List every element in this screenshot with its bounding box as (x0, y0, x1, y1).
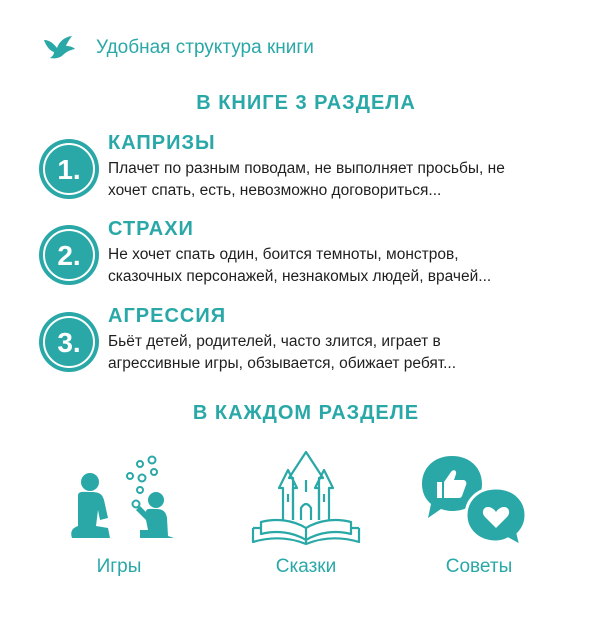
features-heading: В КАЖДОМ РАЗДЕЛЕ (192, 402, 420, 424)
number-badge-text: 1. (57, 154, 81, 185)
header-title: Удобная структура книги (96, 37, 314, 58)
sections-heading: В КНИГЕ 3 РАЗДЕЛА (196, 92, 416, 114)
number-badge (38, 224, 100, 286)
number-badge-text: 2. (57, 240, 81, 271)
section-title: СТРАХИ (108, 218, 194, 240)
section-description-line: хочет спать, есть, невозможно договориться... (108, 182, 442, 199)
section-description-line: сказочных персонажей, незнакомых людей, врачей... (108, 268, 492, 285)
feature-advice (404, 448, 554, 588)
fairytale-book-castle-icon (231, 448, 381, 548)
section-description-line: Не хочет спать один, боится темноты, монстров, (108, 246, 459, 263)
section-description (108, 331, 578, 375)
section-description-line: Бьёт детей, родителей, часто злится, играет в (108, 333, 441, 350)
number-badge (38, 311, 100, 373)
number-badge-text: 3. (57, 327, 81, 358)
section-description (108, 158, 578, 202)
section-title: КАПРИЗЫ (108, 132, 216, 154)
section-description-line: агрессивные игры, обзывается, обижает ребят... (108, 355, 457, 372)
advice-chat-bubbles-icon (404, 448, 554, 548)
feature-label: Сказки (275, 556, 337, 577)
section-title: АГРЕССИЯ (108, 305, 227, 327)
section-2 (38, 218, 578, 308)
section-1 (38, 132, 578, 222)
section-3 (38, 305, 578, 395)
feature-fairytales (231, 448, 381, 588)
number-badge (38, 138, 100, 200)
feature-label: Игры (96, 556, 142, 577)
section-description-line: Плачет по разным поводам, не выполняет просьбы, не (108, 160, 505, 177)
header (42, 34, 314, 62)
feature-label: Советы (445, 556, 513, 577)
feature-games (44, 448, 194, 588)
section-description (108, 244, 578, 288)
dove-icon (42, 34, 76, 62)
children-playing-icon (44, 448, 194, 548)
